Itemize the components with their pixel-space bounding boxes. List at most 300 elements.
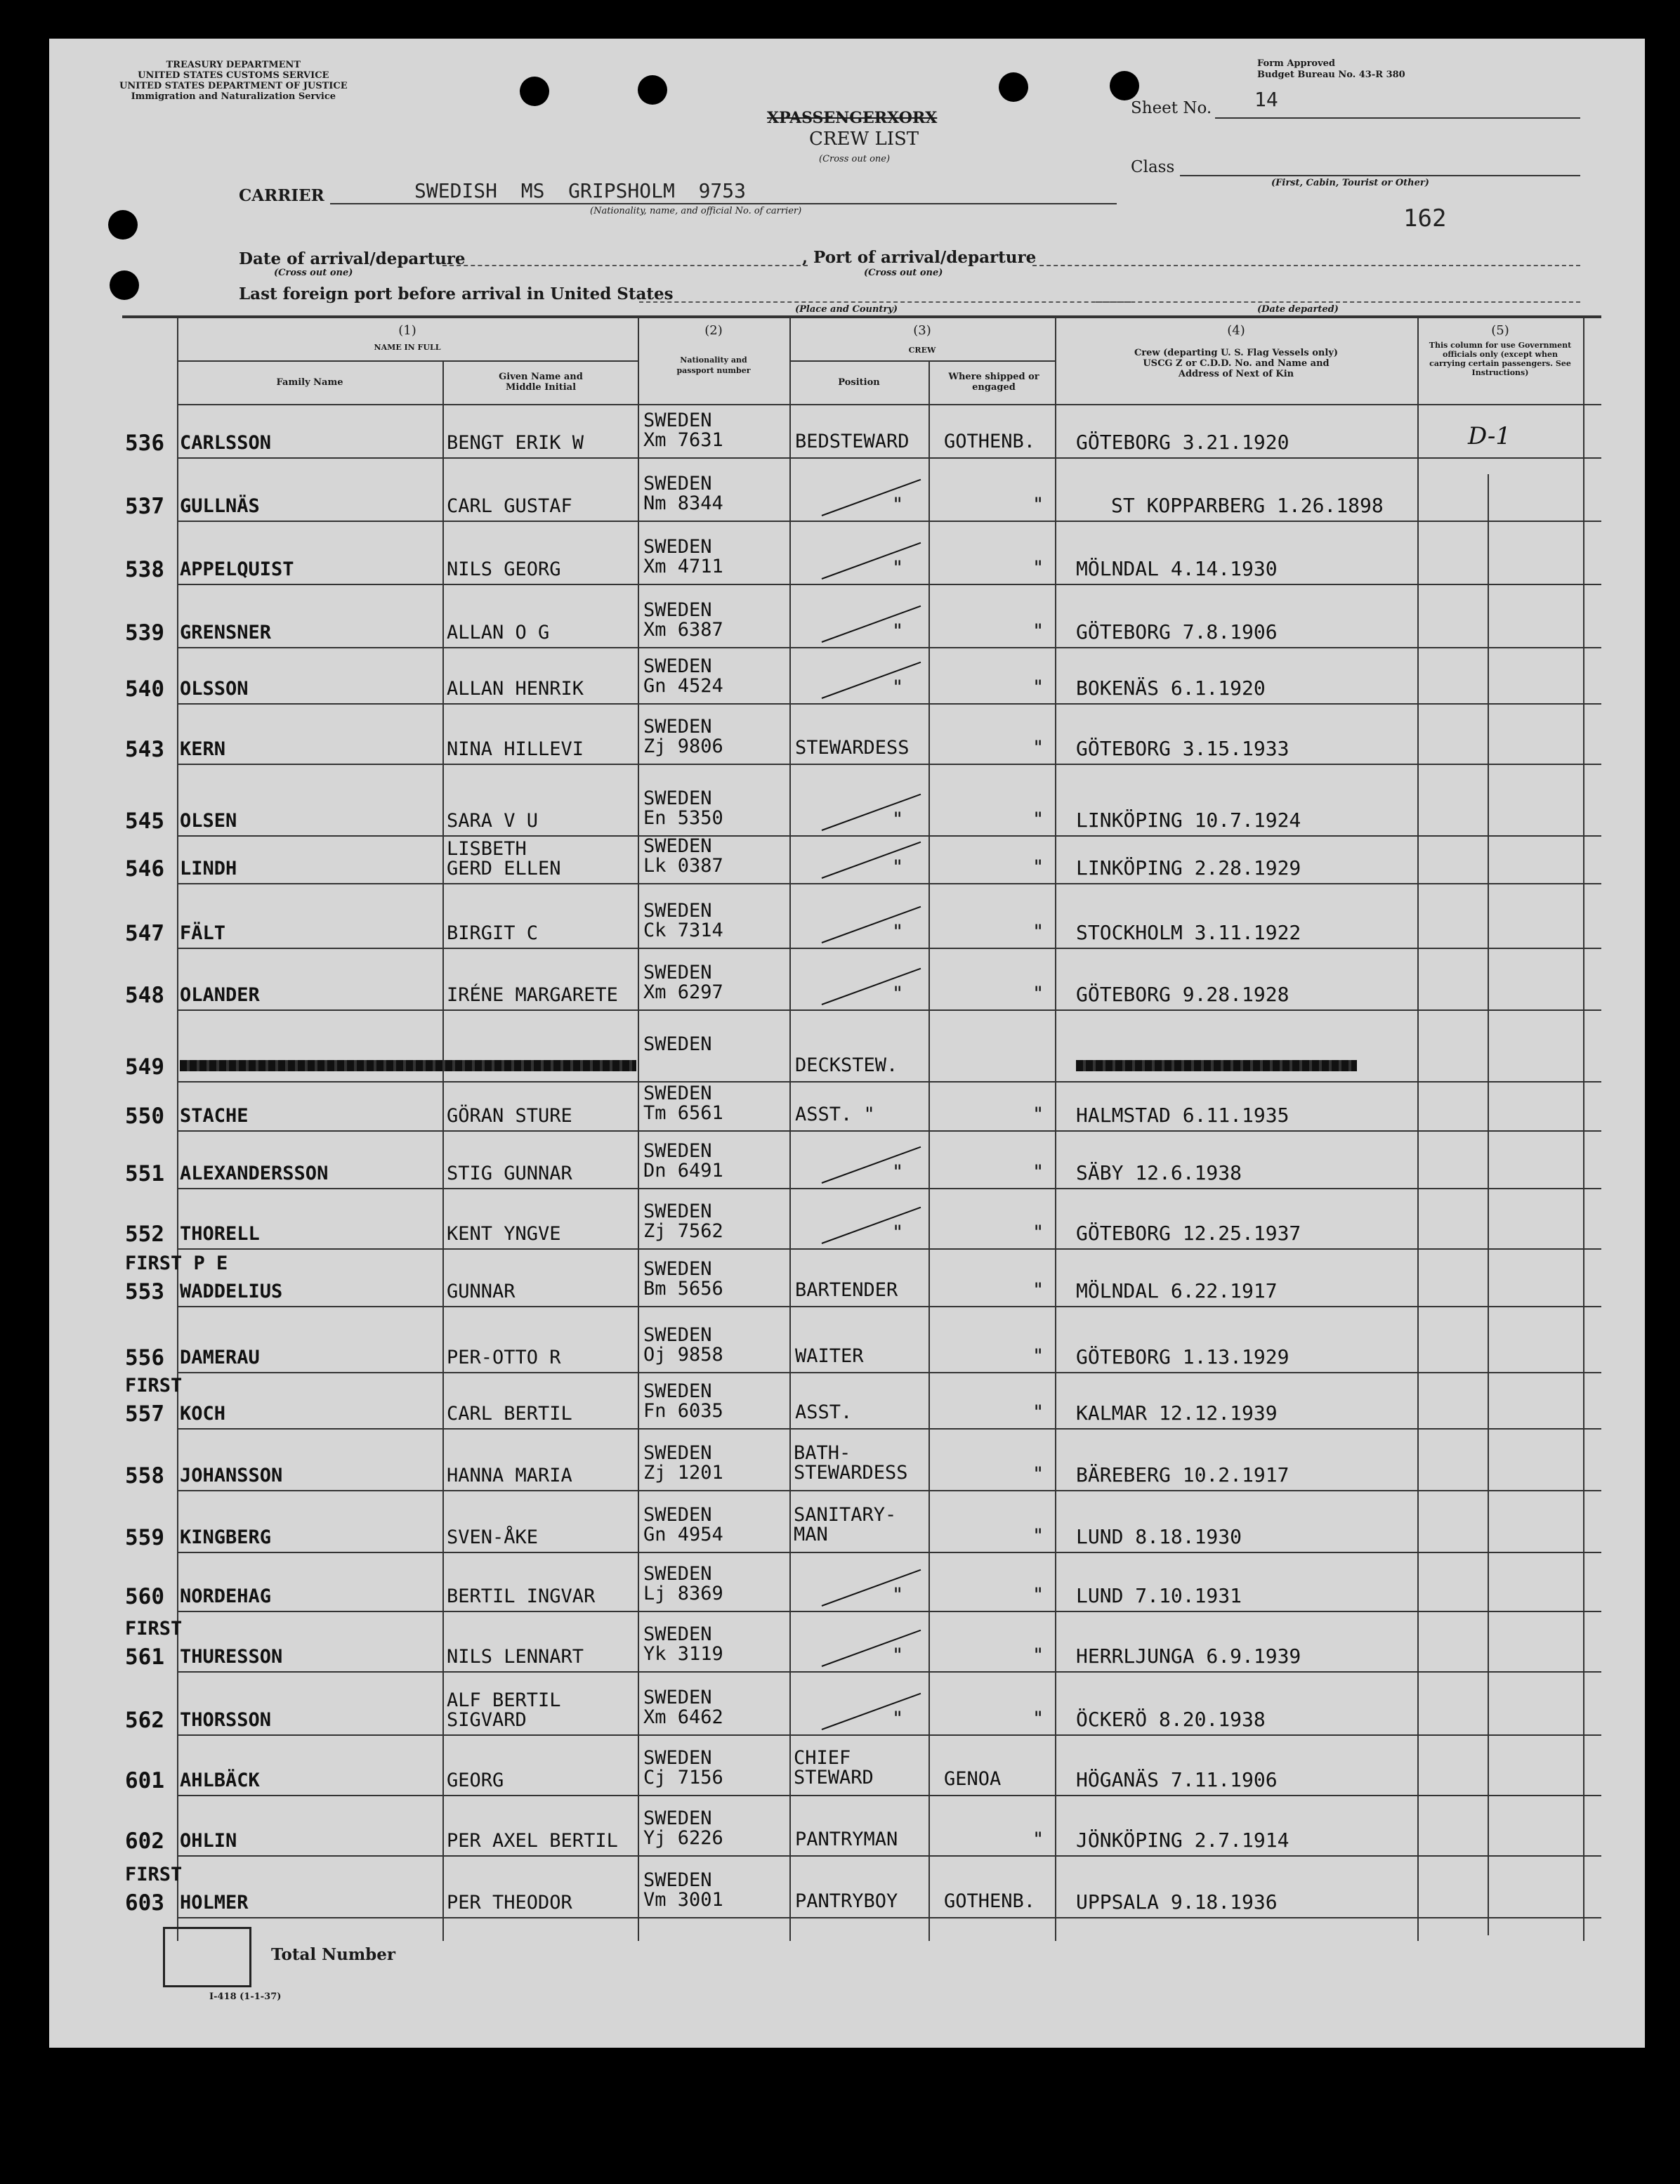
position: "	[892, 1644, 904, 1666]
next-of-kin: JÖNKÖPING 2.7.1914	[1076, 1829, 1289, 1852]
check-mark	[822, 542, 921, 580]
nationality: SWEDEN	[643, 1258, 712, 1280]
next-of-kin: LINKÖPING 2.28.1929	[1076, 856, 1301, 880]
row-number: 553	[125, 1279, 164, 1304]
position: "	[892, 1161, 904, 1183]
position: "	[892, 921, 904, 943]
next-of-kin: KALMAR 12.12.1939	[1076, 1401, 1278, 1425]
col-divider	[442, 360, 444, 1941]
row-number: 538	[125, 557, 164, 582]
carrier-value: SWEDISH MS GRIPSHOLM 9753	[414, 179, 747, 202]
given-name: ALLAN O G	[447, 622, 550, 643]
nationality: SWEDEN	[643, 1504, 712, 1526]
form-approved: Form Approved	[1257, 58, 1336, 69]
family-name: KINGBERG	[180, 1526, 272, 1548]
row-prefix: FIRST	[125, 1375, 183, 1397]
class-underline	[1180, 175, 1580, 176]
punch-hole	[1110, 71, 1139, 100]
next-of-kin: GÖTEBORG 3.21.1920	[1076, 431, 1289, 454]
official-mark: D-1	[1468, 422, 1511, 450]
family-name: DAMERAU	[180, 1347, 260, 1368]
check-mark	[822, 842, 921, 879]
next-of-kin: LINKÖPING 10.7.1924	[1076, 809, 1301, 832]
given-name: NILS LENNART	[447, 1646, 584, 1668]
where-engaged: "	[1032, 856, 1044, 878]
crew-list-page	[49, 39, 1645, 2048]
passport-number: Yk 3119	[643, 1643, 723, 1665]
row-rule	[177, 1490, 1601, 1491]
passport-number: Lj 8369	[643, 1583, 723, 1604]
next-of-kin: HALMSTAD 6.11.1935	[1076, 1104, 1289, 1127]
family-name: LINDH	[180, 858, 237, 880]
col3-number: (3)	[913, 323, 931, 338]
family-name: THURESSON	[180, 1646, 283, 1668]
row-number: 560	[125, 1584, 164, 1609]
given-name: NILS GEORG	[447, 558, 561, 580]
nationality: SWEDEN	[643, 787, 712, 809]
given-name-2: GERD ELLEN	[447, 858, 561, 880]
row-number: 559	[125, 1525, 164, 1550]
family-name: JOHANSSON	[180, 1465, 283, 1486]
family-name: THORSSON	[180, 1709, 272, 1731]
passport-number: Gn 4524	[643, 675, 723, 697]
page-number: 162	[1403, 204, 1447, 233]
row-rule	[177, 1372, 1601, 1373]
passport-number: Vm 3001	[643, 1889, 723, 1911]
family-name: ALEXANDERSSON	[180, 1163, 329, 1184]
position: PANTRYBOY	[795, 1890, 898, 1912]
position: "	[892, 1222, 904, 1243]
passport-number: Cj 7156	[643, 1767, 723, 1789]
nationality: SWEDEN	[643, 1623, 712, 1645]
dept-line: Immigration and Naturalization Service	[131, 91, 336, 102]
passport-number: Xm 4711	[643, 556, 723, 577]
total-number-label: Total Number	[271, 1945, 396, 1964]
col3-position: Position	[838, 377, 880, 388]
nationality: SWEDEN	[643, 962, 712, 983]
family-name: OHLIN	[180, 1830, 237, 1852]
punch-hole	[108, 210, 138, 240]
table-top-rule	[122, 315, 1601, 318]
dept-line: UNITED STATES DEPARTMENT OF JUSTICE	[119, 81, 348, 91]
check-mark	[822, 606, 921, 643]
given-name: IRÉNE MARGARETE	[447, 984, 618, 1006]
row-rule	[177, 1734, 1601, 1736]
nationality: SWEDEN	[643, 1083, 712, 1104]
row-rule	[177, 1306, 1601, 1307]
family-name: AHLBÄCK	[180, 1770, 260, 1791]
col5-number: (5)	[1491, 323, 1509, 338]
col-divider	[789, 318, 791, 1941]
dept-line: TREASURY DEPARTMENT	[166, 60, 301, 70]
sheet-underline	[1215, 117, 1580, 119]
position: BEDSTEWARD	[795, 431, 910, 452]
position-2: STEWARD	[794, 1767, 874, 1789]
given-name: PER THEODOR	[447, 1892, 572, 1914]
family-name: GRENSNER	[180, 622, 272, 643]
family-name: KERN	[180, 738, 226, 760]
header-bottom-rule	[177, 404, 1601, 405]
header-sub-rule	[789, 360, 1055, 362]
family-name: THORELL	[180, 1223, 260, 1245]
passport-number: Zj 7562	[643, 1220, 723, 1242]
row-number: 540	[125, 676, 164, 702]
nationality: SWEDEN	[643, 1869, 712, 1891]
next-of-kin: MÖLNDAL 4.14.1930	[1076, 557, 1278, 580]
next-of-kin: GÖTEBORG 9.28.1928	[1076, 983, 1289, 1006]
passport-number: En 5350	[643, 807, 723, 829]
nationality: SWEDEN	[643, 835, 712, 857]
next-of-kin: GÖTEBORG 7.8.1906	[1076, 620, 1278, 643]
position: BARTENDER	[795, 1279, 898, 1301]
where-engaged: "	[1032, 921, 1044, 943]
where-engaged: "	[1032, 1584, 1044, 1606]
class-hint: (First, Cabin, Tourist or Other)	[1271, 178, 1429, 188]
row-number: 602	[125, 1829, 164, 1854]
budget-bureau: Budget Bureau No. 43-R 380	[1257, 70, 1405, 80]
passport-number: Lk 0387	[643, 855, 723, 877]
col-divider	[1417, 318, 1419, 1941]
given-name: BENGT ERIK W	[447, 432, 584, 454]
sheet-number: 14	[1254, 88, 1278, 111]
next-of-kin: ST KOPPARBERG 1.26.1898	[1111, 494, 1384, 517]
check-mark	[822, 906, 921, 943]
row-rule	[177, 1671, 1601, 1673]
cross-out-one: (Cross out one)	[819, 154, 891, 164]
where-engaged: "	[1032, 1279, 1044, 1301]
row-number: 556	[125, 1345, 164, 1371]
nationality: SWEDEN	[643, 1140, 712, 1162]
row-rule	[177, 1611, 1601, 1612]
row-number: 562	[125, 1708, 164, 1733]
where-engaged: "	[1032, 1104, 1044, 1125]
position: "	[892, 1708, 904, 1729]
row-number: 561	[125, 1644, 164, 1670]
struck-out-kin	[1076, 1060, 1357, 1071]
nationality: SWEDEN	[643, 1033, 712, 1055]
nationality: SWEDEN	[643, 1380, 712, 1402]
punch-hole	[638, 75, 667, 105]
check-mark	[822, 1207, 921, 1244]
next-of-kin: UPPSALA 9.18.1936	[1076, 1890, 1278, 1914]
position: "	[892, 1584, 904, 1606]
row-rule	[177, 1855, 1601, 1857]
row-number: 552	[125, 1222, 164, 1247]
row-rule	[177, 1081, 1601, 1083]
given-name: PER-OTTO R	[447, 1347, 561, 1368]
col3-title: CREW	[908, 346, 936, 355]
total-number-box	[163, 1927, 251, 1987]
family-name: OLANDER	[180, 984, 260, 1006]
nationality: SWEDEN	[643, 1201, 712, 1222]
col1-title: NAME IN FULL	[374, 343, 441, 352]
place-hint: (Place and Country)	[795, 304, 898, 315]
given-name: SVEN-ÅKE	[447, 1526, 539, 1548]
nationality: SWEDEN	[643, 1442, 712, 1464]
passport-number: Nm 8344	[643, 492, 723, 514]
nationality: SWEDEN	[643, 536, 712, 558]
row-prefix: FIRST	[125, 1618, 183, 1640]
carrier-underline	[330, 203, 1117, 204]
passport-number: Fn 6035	[643, 1400, 723, 1422]
row-rule	[177, 764, 1601, 765]
family-name: STACHE	[180, 1105, 249, 1127]
passport-number: Dn 6491	[643, 1160, 723, 1182]
family-name: APPELQUIST	[180, 558, 294, 580]
col4-number: (4)	[1227, 323, 1245, 338]
nationality: SWEDEN	[643, 1807, 712, 1829]
position-2: MAN	[794, 1524, 828, 1545]
position: "	[892, 494, 904, 516]
next-of-kin: MÖLNDAL 6.22.1917	[1076, 1279, 1278, 1302]
position: CHIEF	[794, 1747, 851, 1769]
row-rule	[177, 1248, 1601, 1250]
col-divider	[177, 318, 178, 1941]
class-label: Class	[1131, 158, 1175, 176]
family-name: FÄLT	[180, 922, 226, 944]
row-rule	[177, 584, 1601, 585]
col-divider	[1583, 318, 1584, 1941]
row-number: 548	[125, 983, 164, 1008]
sheet-label: Sheet No.	[1131, 99, 1212, 117]
given-name: BIRGIT C	[447, 922, 539, 944]
col-divider	[638, 318, 639, 1941]
given-name: BERTIL INGVAR	[447, 1585, 596, 1607]
family-name: CARLSSON	[180, 432, 272, 454]
date-underline	[442, 265, 808, 266]
nationality: SWEDEN	[643, 473, 712, 495]
position: "	[892, 557, 904, 579]
given-name: CARL BERTIL	[447, 1403, 572, 1425]
given-name: GÖRAN STURE	[447, 1105, 572, 1127]
form-code: I-418 (1-1-37)	[209, 1992, 282, 2002]
col2-title: Nationality and passport number	[676, 355, 751, 375]
col2-number: (2)	[704, 323, 723, 338]
where-engaged: "	[1032, 676, 1044, 698]
where-engaged: "	[1032, 737, 1044, 759]
row-number: 543	[125, 737, 164, 762]
row-rule	[177, 1130, 1601, 1132]
check-mark	[822, 1146, 921, 1184]
family-name: NORDEHAG	[180, 1585, 272, 1607]
where-engaged: GOTHENB.	[944, 1890, 1036, 1912]
nationality: SWEDEN	[643, 410, 712, 431]
where-engaged: "	[1032, 1161, 1044, 1183]
family-name: GULLNÄS	[180, 495, 260, 517]
row-rule	[177, 883, 1601, 884]
list-type: CREW LIST	[809, 129, 919, 150]
where-engaged: GOTHENB.	[944, 431, 1036, 452]
position: "	[892, 620, 904, 642]
check-mark	[822, 1630, 921, 1667]
position: "	[892, 856, 904, 878]
list-type-crossed: XPASSENGERXORX	[767, 109, 938, 127]
passport-number: Tm 6561	[643, 1102, 723, 1124]
row-rule	[177, 1188, 1601, 1189]
where-engaged: "	[1032, 1525, 1044, 1547]
struck-out-entry	[180, 1060, 636, 1071]
passport-number: Xm 6387	[643, 619, 723, 641]
col-divider	[928, 360, 930, 1941]
position: "	[892, 676, 904, 698]
row-number: 549	[125, 1054, 164, 1080]
port-hint: (Cross out one)	[864, 268, 943, 278]
position: STEWARDESS	[795, 737, 910, 759]
row-number: 536	[125, 431, 164, 456]
official-column-mark	[1488, 474, 1489, 1935]
family-name: KOCH	[180, 1403, 226, 1425]
col-divider	[1055, 318, 1056, 1941]
given-name: CARL GUSTAF	[447, 495, 572, 517]
passport-number: Ck 7314	[643, 920, 723, 941]
row-rule	[177, 1428, 1601, 1430]
position: WAITER	[795, 1345, 864, 1367]
nationality: SWEDEN	[643, 1563, 712, 1585]
row-rule	[177, 1795, 1601, 1796]
given-name: ALF BERTIL	[447, 1689, 561, 1711]
next-of-kin: GÖTEBORG 1.13.1929	[1076, 1345, 1289, 1368]
where-engaged: "	[1032, 983, 1044, 1005]
dept-line: UNITED STATES CUSTOMS SERVICE	[138, 70, 329, 81]
row-number: 601	[125, 1768, 164, 1793]
carrier-hint: (Nationality, name, and official No. of carrier)	[590, 206, 802, 216]
port-label: , Port of arrival/departure	[802, 248, 1037, 267]
check-mark	[822, 1569, 921, 1607]
row-rule	[177, 1009, 1601, 1011]
passport-number: Oj 9858	[643, 1344, 723, 1366]
passport-number: Yj 6226	[643, 1827, 723, 1849]
row-rule	[177, 1552, 1601, 1553]
row-rule	[177, 647, 1601, 648]
given-name: SARA V U	[447, 810, 539, 832]
row-number: 537	[125, 494, 164, 519]
where-engaged: "	[1032, 557, 1044, 579]
passport-number: Gn 4954	[643, 1524, 723, 1545]
port-underline	[1032, 265, 1580, 266]
next-of-kin: LUND 8.18.1930	[1076, 1525, 1242, 1548]
punch-hole	[999, 72, 1028, 102]
position: ASST.	[795, 1401, 853, 1423]
nationality: SWEDEN	[643, 1687, 712, 1708]
where-engaged: "	[1032, 1345, 1044, 1367]
check-mark	[822, 1693, 921, 1730]
row-number: 547	[125, 921, 164, 946]
nationality: SWEDEN	[643, 655, 712, 677]
where-engaged: "	[1032, 1222, 1044, 1243]
header-sub-rule	[177, 360, 638, 362]
passport-number: Zj 1201	[643, 1462, 723, 1484]
position: PANTRYMAN	[795, 1829, 898, 1850]
row-rule	[177, 521, 1601, 522]
check-mark	[822, 968, 921, 1005]
date-departed-hint: (Date departed)	[1257, 304, 1339, 315]
family-name: WADDELIUS	[180, 1281, 283, 1302]
row-rule	[177, 703, 1601, 705]
row-number: 550	[125, 1104, 164, 1129]
row-rule	[177, 1917, 1601, 1918]
position-2: STEWARDESS	[794, 1462, 908, 1484]
where-engaged: "	[1032, 1463, 1044, 1485]
next-of-kin: BOKENÄS 6.1.1920	[1076, 676, 1266, 700]
family-name: HOLMER	[180, 1892, 249, 1914]
given-name: HANNA MARIA	[447, 1465, 572, 1486]
row-number: 603	[125, 1890, 164, 1916]
where-engaged: "	[1032, 620, 1044, 642]
passport-number: Xm 7631	[643, 429, 723, 451]
given-name: ALLAN HENRIK	[447, 678, 584, 700]
row-rule	[177, 457, 1601, 459]
row-number: 551	[125, 1161, 164, 1186]
family-name: OLSEN	[180, 810, 237, 832]
given-name: GUNNAR	[447, 1281, 516, 1302]
passport-number: Xm 6297	[643, 981, 723, 1003]
given-name-2: SIGVARD	[447, 1709, 527, 1731]
nationality: SWEDEN	[643, 1324, 712, 1346]
next-of-kin: GÖTEBORG 3.15.1933	[1076, 737, 1289, 760]
row-number: 545	[125, 809, 164, 834]
where-engaged: "	[1032, 809, 1044, 830]
row-rule	[177, 835, 1601, 837]
date-hint: (Cross out one)	[274, 268, 353, 278]
family-name: OLSSON	[180, 678, 249, 700]
date-departed-underline	[1096, 301, 1580, 303]
where-engaged: "	[1032, 1401, 1044, 1423]
passport-number: Bm 5656	[643, 1278, 723, 1300]
col1-given: Given Name and Middle Initial	[499, 372, 583, 393]
check-mark	[822, 479, 921, 516]
col3-where: Where shipped or engaged	[948, 372, 1039, 393]
position: DECKSTEW.	[795, 1054, 898, 1076]
next-of-kin: BÄREBERG 10.2.1917	[1076, 1463, 1289, 1486]
given-name: NINA HILLEVI	[447, 738, 584, 760]
where-engaged: GENOA	[944, 1768, 1002, 1790]
department-block	[119, 60, 348, 102]
check-mark	[822, 662, 921, 699]
next-of-kin: GÖTEBORG 12.25.1937	[1076, 1222, 1301, 1245]
row-number: 558	[125, 1463, 164, 1489]
given-name: STIG GUNNAR	[447, 1163, 572, 1184]
position: "	[892, 983, 904, 1005]
nationality: SWEDEN	[643, 599, 712, 621]
given-name: PER AXEL BERTIL	[447, 1830, 618, 1852]
where-engaged: "	[1032, 494, 1044, 516]
carrier-label: CARRIER	[239, 186, 324, 205]
passport-number: Xm 6462	[643, 1706, 723, 1728]
position: ASST. "	[795, 1104, 875, 1125]
passport-number: Zj 9806	[643, 735, 723, 757]
row-prefix: FIRST	[125, 1864, 183, 1885]
row-prefix: FIRST P E	[125, 1253, 228, 1274]
position: BATH-	[794, 1442, 851, 1464]
row-number: 539	[125, 620, 164, 646]
where-engaged: "	[1032, 1829, 1044, 1850]
nationality: SWEDEN	[643, 716, 712, 738]
row-number: 546	[125, 856, 164, 882]
check-mark	[822, 794, 921, 831]
given-name: KENT YNGVE	[447, 1223, 561, 1245]
col5-title: This column for use Government officials only (except when carrying certain passengers. See Instructions)	[1429, 341, 1572, 377]
last-port-label: Last foreign port before arrival in United States	[239, 285, 674, 303]
position: SANITARY-	[794, 1504, 897, 1526]
punch-hole	[110, 270, 139, 300]
next-of-kin: STOCKHOLM 3.11.1922	[1076, 921, 1301, 944]
col4-title: Crew (departing U. S. Flag Vessels only) USCG Z or C.D.D. No. and Name and Address of Next of Kin	[1134, 348, 1339, 379]
col1-family: Family Name	[276, 377, 343, 388]
given-name: GEORG	[447, 1770, 504, 1791]
where-engaged: "	[1032, 1708, 1044, 1729]
next-of-kin: SÄBY 12.6.1938	[1076, 1161, 1242, 1184]
last-port-underline	[639, 301, 1131, 303]
